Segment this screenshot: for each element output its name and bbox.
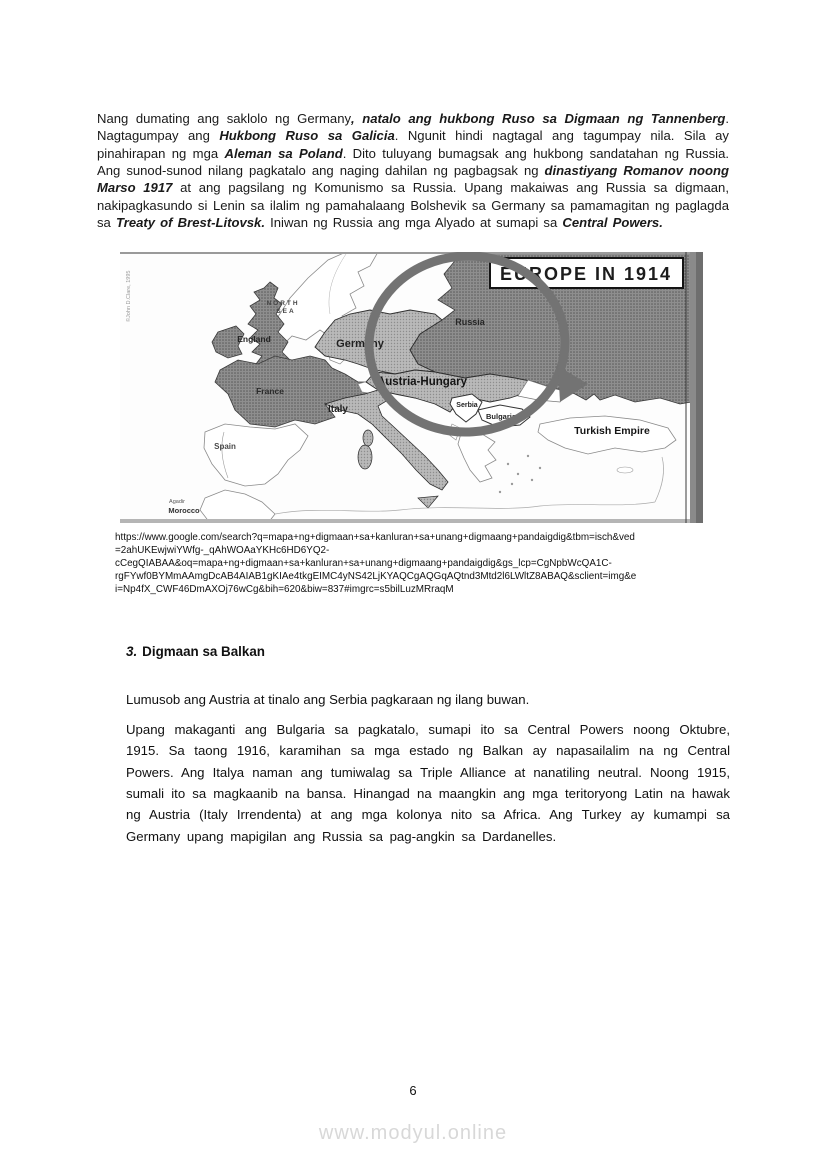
map-label-bulgaria: Bulgaria xyxy=(485,412,517,421)
emphasis-text: Treaty of Brest-Litovsk. xyxy=(115,214,265,230)
map-label-france: France xyxy=(256,386,284,396)
section-paragraph-1: Lumusob ang Austria at tinalo ang Serbia pagkaraan ng ilang buwan. xyxy=(126,692,530,708)
map-label-sea: SEA xyxy=(276,308,296,315)
europe-1914-map-figure xyxy=(120,252,703,523)
body-text: Nang dumating ang saklolo ng Germany xyxy=(97,111,352,127)
map-label-agadir: Agadir xyxy=(169,499,185,505)
section-paragraph-2: Upang makaganti ang Bulgaria sa pagkatalo, sumapi ito sa Central Powers noong Oktubre, 1915. Sa taong 1916, karamihan sa mga estado ng Balkan ay napasailalim na ng Central Powers. Ang Italya naman ang tumiwalag sa Triple Alliance at nanatiling neutral. Noong 1915, sumali ito sa magkaanib na bansa. Hinangad na maangkin ang mga teritoryong Latin na hawak ng Austria (Italy Irrendenta) at ang mga kolonya nito sa Africa. Ang Turkey ay kumampi sa Germany upang mapigilan ang Russia sa pag-angkin sa Dardanelles. xyxy=(126,722,730,844)
emphasis-text: Aleman sa Poland xyxy=(224,145,343,161)
body-text: Iniwan ng Russia ang mga Alyado at sumapi sa xyxy=(264,214,563,230)
emphasis-text: dinastiyang Romanov noong Marso 1917 xyxy=(97,162,729,196)
map-credit: ©John D.Clare, 1995 xyxy=(126,270,132,322)
citation-line: https://www.google.com/search?q=mapa+ng+digmaan+sa+kanluran+sa+unang+digmaang+pandaigdig&tbm=isch&ved xyxy=(115,532,635,543)
emphasis-text: Hukbong Ruso sa Galicia xyxy=(219,128,395,144)
citation-line: cCegQIABAA&oq=mapa+ng+digmaan+sa+kanluran+sa+unang+digmaang+pandaigdig&gs_lcp=CgNpbWcQA1C- xyxy=(115,558,612,570)
map-label-england: England xyxy=(237,334,271,344)
citation-line: i=Np4fX_CWF46DmAXOj76wCg&bih=620&biw=837#imgrc=s5bilLuzMRraqM xyxy=(115,584,454,596)
map-region-sardinia xyxy=(358,445,372,469)
section-heading xyxy=(126,644,265,659)
citation-line: =2ahUKEwjwiYWfg-_qAhWOAaYKHc6HD6YQ2- xyxy=(115,545,330,557)
map-label-germany: Germany xyxy=(336,338,384,350)
section-heading-number: 3. xyxy=(126,644,138,659)
body-text: . Ngunit hindi nagtagal ang tagumpay nila. Sila ay pinahirapan ng mga xyxy=(97,128,729,161)
watermark: www.modyul.online xyxy=(318,1122,508,1144)
emphasis-text: , natalo ang hukbong Ruso sa Digmaan ng Tannenberg xyxy=(351,111,726,127)
europe-map-image xyxy=(120,252,703,523)
body-text: at ang pagsilang ng Komunismo sa Russia. Upang makaiwas ang Russia sa digmaan, nakipagkasundo si Lenin sa ilalim ng pamahalaang Bolshevik sa Germany sa pamamagitan ng paglagda sa xyxy=(97,180,729,230)
map-edge-bottom xyxy=(120,519,703,523)
body-text: . Nagtagumpay ang xyxy=(97,111,730,144)
map-region-corsica xyxy=(363,430,373,446)
body-text: . Dito tuluyang bumagsak ang hukbong sandatahan ng Russia. Ang sunod-sunod nilang pagkatalo ang naging dahilan ng pagbagsak ng xyxy=(97,145,730,178)
map-edge-right-band-dark xyxy=(696,252,703,523)
map-title: EUROPE IN 1914 xyxy=(499,264,673,284)
emphasis-text: Central Powers. xyxy=(562,214,663,230)
map-label-italy: Italy xyxy=(327,404,349,415)
map-label-serbia: Serbia xyxy=(456,402,478,409)
map-label-morocco: Morocco xyxy=(168,506,200,515)
map-label-russia: Russia xyxy=(455,317,485,327)
map-label-austria-hungary: Austria-Hungary xyxy=(376,376,468,388)
citation-line: rgFYwf0BYMmAAmgDcAB4AIAB1gKIAe4tkgEIMC4yNS42LjKYAQCgAQGqAQtnd3Mtd2l6LWltZ8ABAQ&sclient=img&e xyxy=(115,571,637,583)
map-edge-top xyxy=(120,252,703,254)
map-label-spain: Spain xyxy=(214,442,236,451)
map-label-north: NORTH xyxy=(266,300,300,307)
intro-paragraph xyxy=(97,110,729,231)
page-number: 6 xyxy=(409,1083,417,1098)
map-source-citation xyxy=(115,531,730,596)
map-region-cyprus xyxy=(617,467,633,473)
section-heading-text: Digmaan sa Balkan xyxy=(142,644,265,659)
map-label-turkish-empire: Turkish Empire xyxy=(574,425,650,437)
